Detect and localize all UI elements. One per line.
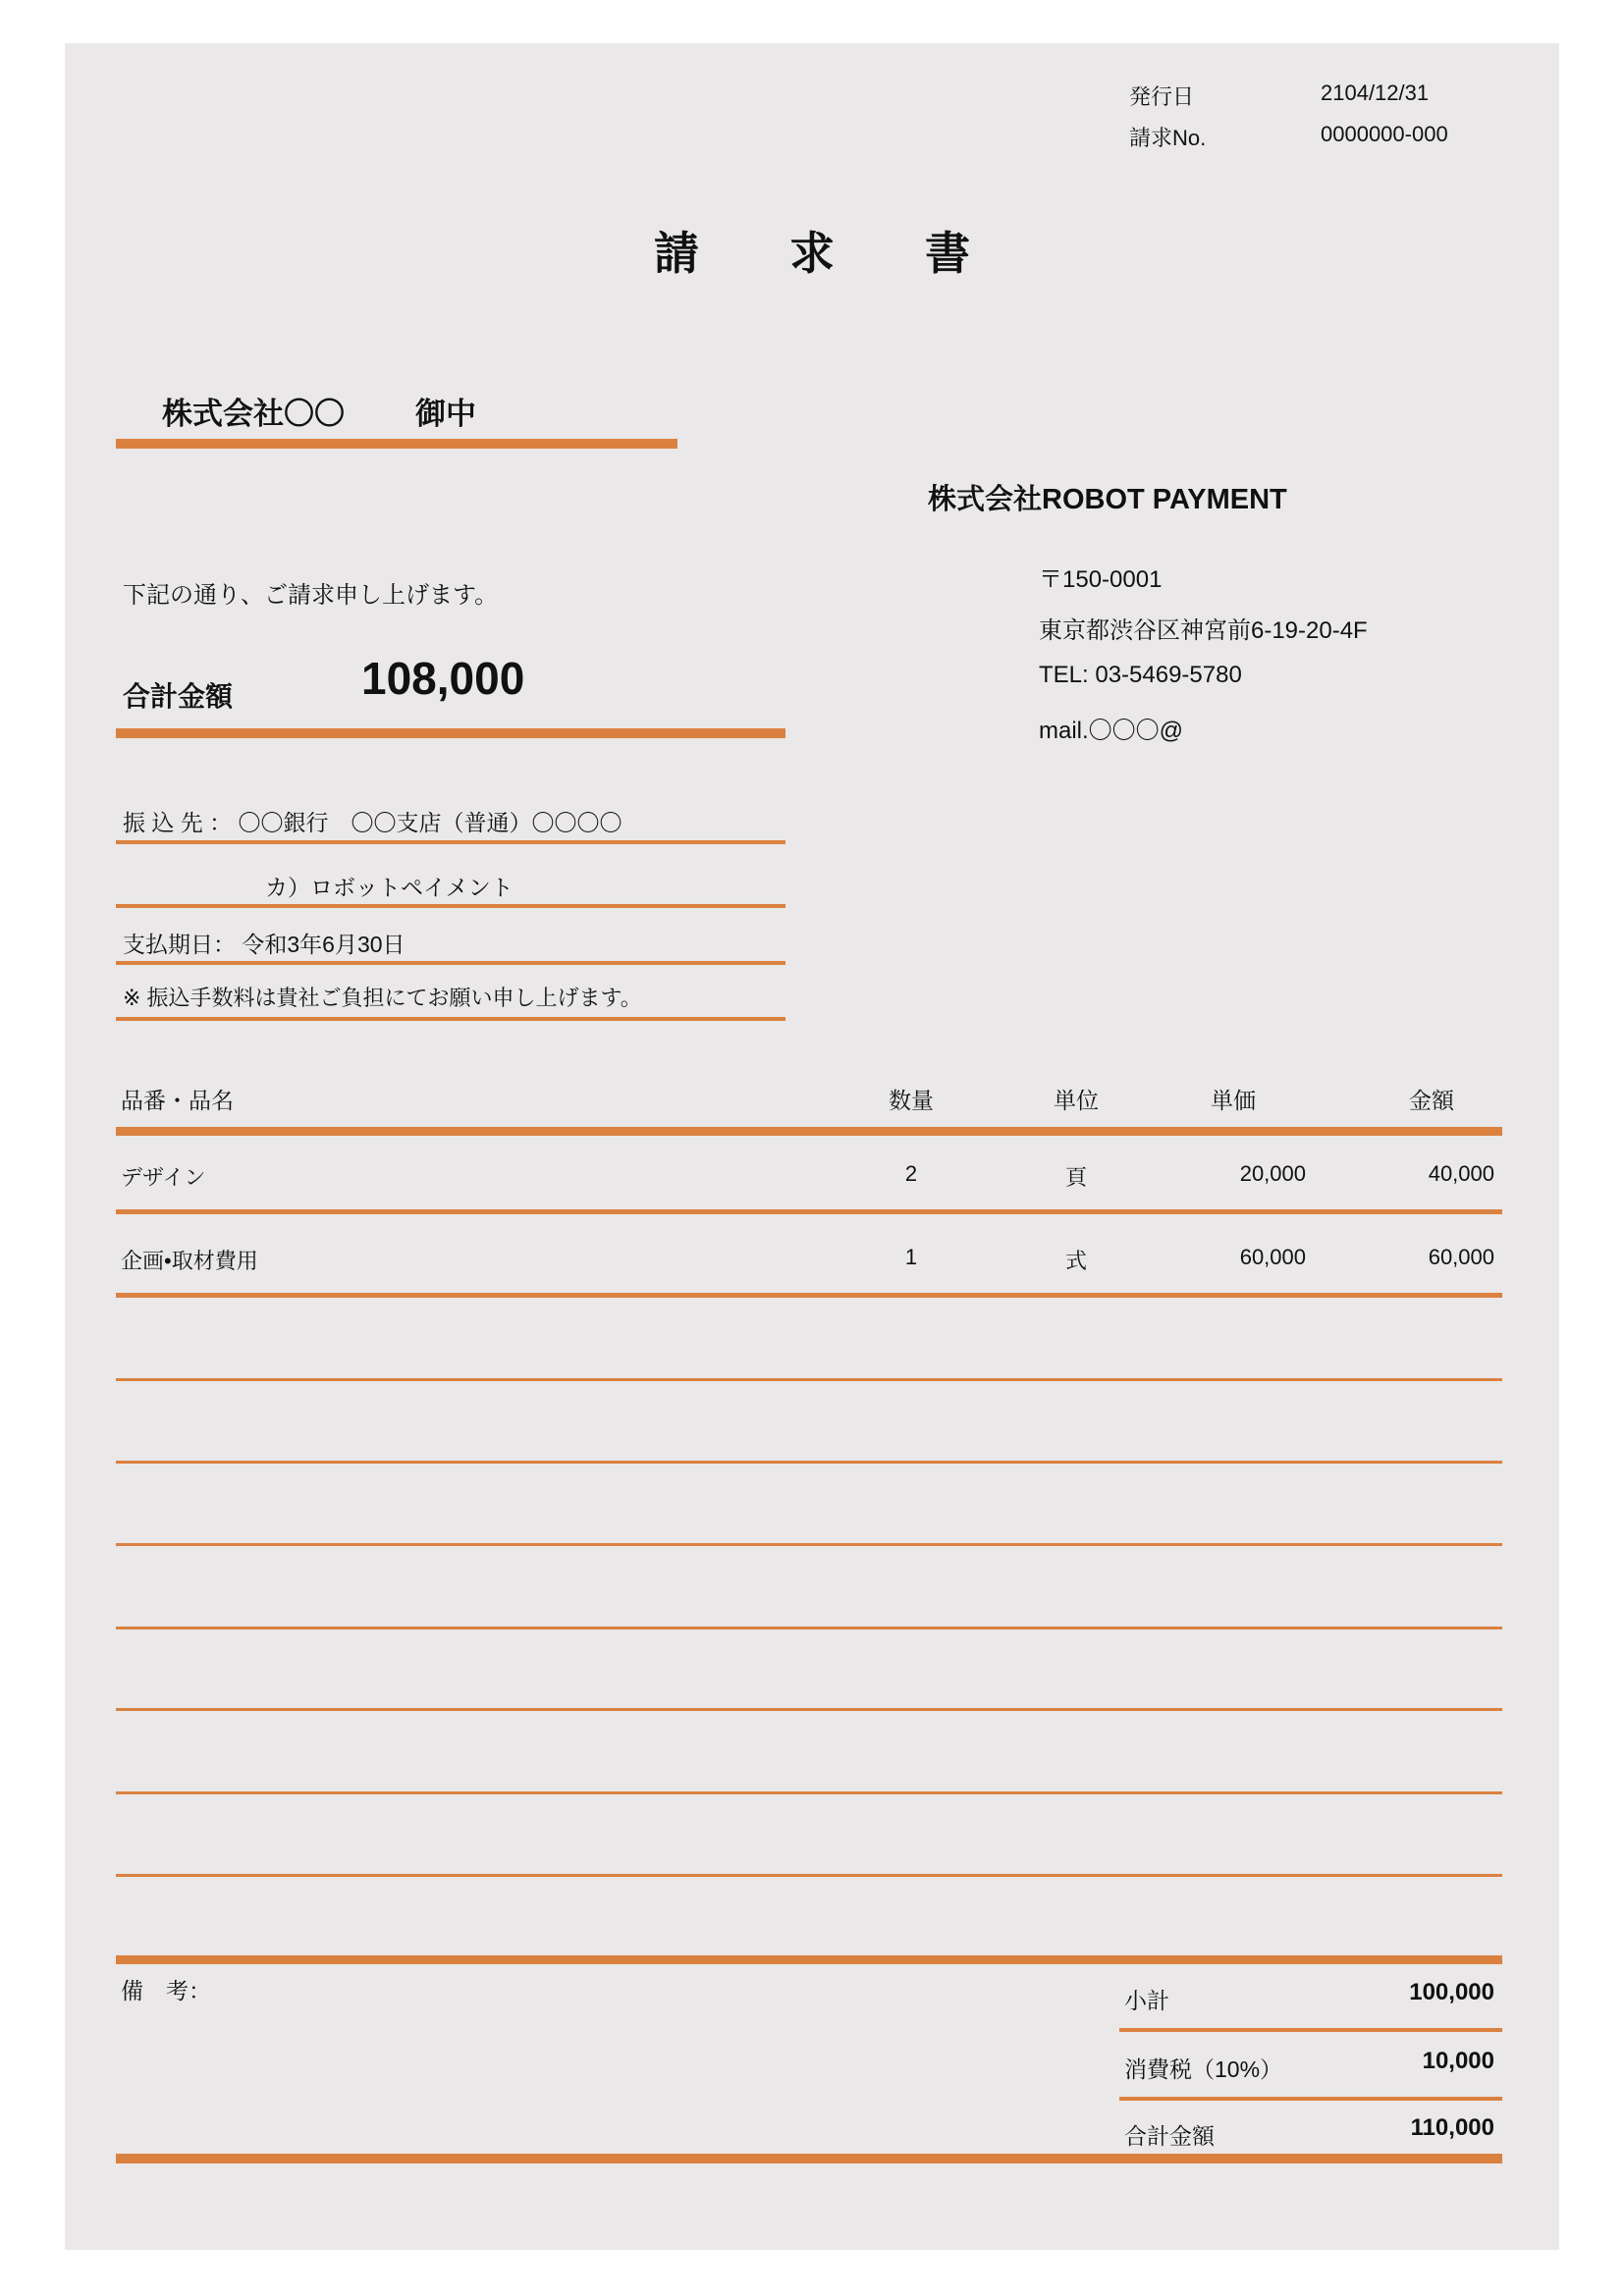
issuer-name: 株式会社ROBOT PAYMENT: [928, 484, 1287, 515]
empty-row-rule: [116, 1791, 1502, 1794]
account-name-line: カ）ロボットペイメント: [265, 875, 514, 900]
invoice-no-label: 請求No.: [1129, 126, 1207, 150]
issue-date-value: 2104/12/31: [1321, 80, 1430, 105]
grand-total-label: 合計金額: [1124, 2123, 1215, 2149]
row-unit: 頁: [1064, 1165, 1087, 1190]
totals-divider: [1119, 2097, 1502, 2101]
col-header-unit: 単位: [1054, 1088, 1099, 1113]
empty-row-rule: [116, 1543, 1502, 1546]
totals-divider: [1119, 2028, 1502, 2032]
grand-total-value: 110,000: [1410, 2114, 1494, 2141]
issuer-mail: mail.〇〇〇@: [1039, 718, 1184, 744]
row-unit-price: 60,000: [1239, 1245, 1306, 1269]
row-amount: 60,000: [1428, 1245, 1494, 1269]
issuer-address: 東京都渋谷区神宮前6-19-20-4F: [1039, 617, 1368, 644]
row-unit-price: 20,000: [1239, 1161, 1306, 1186]
bank-info-divider: [116, 840, 785, 844]
note-divider: [116, 1017, 785, 1021]
row-qty: 1: [904, 1245, 918, 1269]
recipient-name: 株式会社〇〇: [162, 397, 345, 431]
table-bottom-rule: [116, 1955, 1502, 1964]
row-item: 企画•取材費用: [121, 1249, 258, 1273]
col-header-amount: 金額: [1409, 1088, 1454, 1113]
invoice-sheet: [65, 43, 1559, 2250]
bank-info-line: 振 込 先 ： 〇〇銀行 〇〇支店（普通）〇〇〇〇: [123, 810, 623, 835]
subtotal-value: 100,000: [1409, 1979, 1494, 2005]
recipient-underline: [116, 439, 677, 449]
tax-label: 消費税（10%）: [1124, 2056, 1283, 2082]
account-divider: [116, 904, 785, 908]
due-date-divider: [116, 961, 785, 965]
col-header-unit-price: 単価: [1211, 1088, 1256, 1113]
issue-date-label: 発行日: [1129, 84, 1195, 109]
total-amount-label: 合計金額: [123, 681, 234, 712]
issuer-postal: 〒150-0001: [1039, 566, 1163, 593]
empty-row-rule: [116, 1874, 1502, 1877]
empty-row-rule: [116, 1708, 1502, 1711]
total-amount-value: 108,000: [361, 653, 525, 704]
recipient-honorific: 御中: [415, 397, 476, 431]
recipient-row: [162, 389, 476, 433]
row-divider: [116, 1209, 1502, 1214]
row-item: デザイン: [121, 1165, 206, 1190]
empty-row-rule: [116, 1461, 1502, 1464]
transfer-fee-note: ※ 振込手数料は貴社ご負担にてお願い申し上げます。: [123, 986, 642, 1010]
due-date-line: 支払期日： 令和3年6月30日: [123, 932, 406, 957]
row-unit: 式: [1064, 1249, 1087, 1273]
empty-row-rule: [116, 1627, 1502, 1629]
page-title: 請 求 書: [654, 228, 993, 279]
row-qty: 2: [904, 1161, 918, 1186]
col-header-qty: 数量: [889, 1088, 934, 1113]
row-divider: [116, 1293, 1502, 1298]
greeting-text: 下記の通り、ご請求申し上げます。: [123, 582, 499, 609]
total-underline: [116, 728, 785, 738]
document-bottom-rule: [116, 2154, 1502, 2163]
empty-row-rule: [116, 1378, 1502, 1381]
invoice-no-value: 0000000-000: [1321, 122, 1448, 146]
issuer-tel: TEL: 03-5469-5780: [1039, 662, 1242, 688]
tax-value: 10,000: [1422, 2048, 1494, 2074]
subtotal-label: 小計: [1124, 1988, 1169, 2013]
table-header-rule: [116, 1127, 1502, 1136]
remarks-label: 備 考：: [121, 1978, 211, 2003]
row-amount: 40,000: [1428, 1161, 1494, 1186]
col-header-item: 品番・品名: [121, 1088, 234, 1113]
